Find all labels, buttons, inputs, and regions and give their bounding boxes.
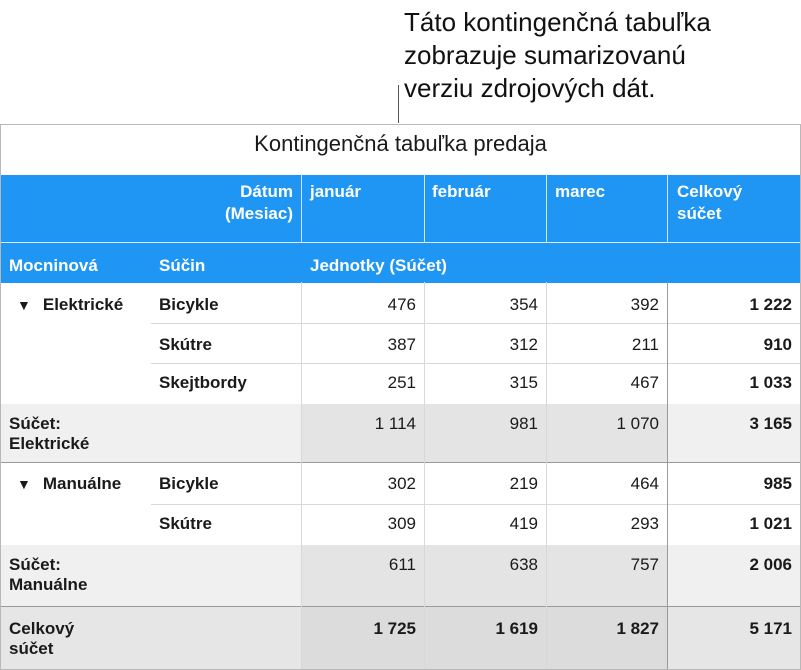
value-cell[interactable]: 419 (509, 514, 538, 533)
value-cell[interactable]: 219 (509, 474, 538, 493)
value-cell[interactable]: 464 (630, 474, 659, 493)
header-divider (546, 175, 547, 242)
subtotal-label (9, 414, 149, 454)
product-label: Skejtbordy (159, 373, 247, 392)
row-divider (151, 323, 800, 324)
row-total-cell[interactable]: 1 021 (749, 514, 792, 533)
header-divider (424, 175, 425, 242)
values-label[interactable]: Jednotky (Súčet) (310, 256, 447, 275)
grand-total-cell[interactable]: 1 827 (616, 619, 659, 638)
total-header-line-1: Celkový (677, 182, 743, 201)
grand-total-label-line-1: Celkový (9, 619, 75, 638)
callout-text (404, 6, 794, 105)
group-divider (1, 606, 800, 607)
subtotal-label-line-2: Manuálne (9, 575, 88, 594)
product-label: Bicykle (159, 295, 219, 314)
row-divider (151, 363, 800, 364)
month-header-february[interactable]: február (432, 182, 491, 201)
callout-line-2: zobrazuje sumarizovanú (404, 40, 686, 70)
subtotal-label-line-1: Súčet: (9, 555, 61, 574)
subtotal-cell[interactable]: 981 (509, 414, 538, 433)
subtotal-total-cell[interactable]: 2 006 (749, 555, 792, 574)
subtotal-cell[interactable]: 638 (509, 555, 538, 574)
group-label: Manuálne (42, 474, 122, 493)
subtotal-cell[interactable]: 1 114 (374, 414, 416, 433)
value-cell[interactable]: 354 (509, 295, 538, 314)
table-title: Kontingenčná tabuľka predaja (254, 131, 547, 156)
subtotal-cell[interactable]: 757 (630, 555, 659, 574)
value-cell[interactable]: 211 (631, 335, 659, 354)
product-label: Bicykle (159, 474, 219, 493)
grand-total-cell[interactable]: 1 619 (495, 619, 538, 638)
product-label: Skútre (159, 514, 212, 533)
value-cell[interactable]: 392 (630, 295, 659, 314)
total-header[interactable] (677, 175, 797, 225)
date-header-line-2: (Mesiac) (224, 204, 293, 223)
subtotal-label-line-2: Elektrické (9, 434, 90, 453)
group-elektricke[interactable] (17, 295, 151, 315)
grand-total-label-line-2: súčet (9, 639, 54, 658)
row-total-cell[interactable]: 1 222 (749, 295, 792, 314)
grand-total-cell[interactable]: 1 725 (373, 619, 416, 638)
row-total-cell[interactable]: 910 (763, 335, 792, 354)
value-cell[interactable]: 251 (387, 373, 416, 392)
row-divider (151, 504, 800, 505)
date-header[interactable] (151, 175, 293, 225)
subtotal-total-cell[interactable]: 3 165 (749, 414, 792, 433)
group-manualne[interactable] (17, 474, 151, 494)
row-total-cell[interactable]: 1 033 (749, 373, 792, 392)
subtotal-label (9, 555, 149, 595)
callout-line-1: Táto kontingenčná tabuľka (404, 7, 711, 37)
month-header-march[interactable]: marec (555, 182, 606, 201)
value-cell[interactable]: 467 (630, 373, 659, 392)
value-cell[interactable]: 312 (509, 335, 538, 354)
value-cell[interactable]: 387 (387, 335, 416, 354)
row-total-cell[interactable]: 985 (763, 474, 792, 493)
callout-line-3: verziu zdrojových dát. (404, 73, 656, 103)
group-divider (1, 462, 800, 463)
subtotal-label-line-1: Súčet: (9, 414, 61, 433)
power-column-header[interactable]: Mocninová (9, 256, 98, 275)
callout-leader-line (398, 85, 399, 123)
value-cell[interactable]: 302 (387, 474, 416, 493)
value-cell[interactable]: 476 (387, 295, 416, 314)
total-header-line-2: súčet (677, 204, 722, 223)
disclosure-triangle-icon[interactable]: ▼ (17, 297, 31, 313)
disclosure-triangle-icon[interactable]: ▼ (17, 476, 31, 492)
date-header-line-1: Dátum (240, 182, 293, 201)
value-cell[interactable]: 315 (509, 373, 538, 392)
group-label: Elektrické (42, 295, 124, 314)
product-label: Skútre (159, 335, 212, 354)
subtotal-cell[interactable]: 1 070 (616, 414, 659, 433)
grand-total-label (9, 619, 149, 659)
month-header-january[interactable]: január (310, 182, 362, 201)
pivot-table[interactable] (0, 124, 801, 670)
value-cell[interactable]: 309 (387, 514, 416, 533)
grand-total-overall-cell[interactable]: 5 171 (749, 619, 792, 638)
value-cell[interactable]: 293 (630, 514, 659, 533)
product-column-header[interactable]: Súčin (159, 256, 206, 275)
subtotal-cell[interactable]: 611 (388, 555, 416, 574)
